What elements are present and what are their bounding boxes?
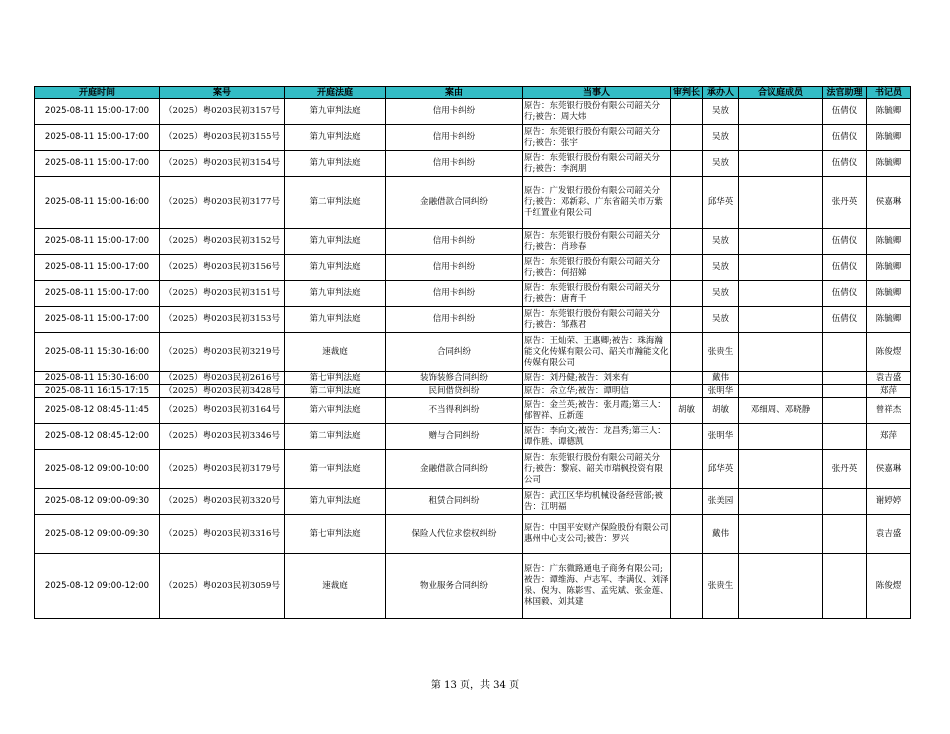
cell-case-number: （2025）粤0203民初3154号 [160,151,285,177]
cell-parties: 原告：东莞银行股份有限公司韶关分行;被告：周大炜 [523,99,671,125]
cell-clerk: 陈毓卿 [867,151,911,177]
cell-courtroom: 第九审判法庭 [285,255,386,281]
cell-chief-judge [671,281,703,307]
cell-clerk: 谢婷婷 [867,489,911,515]
cell-case-number: （2025）粤0203民初3153号 [160,307,285,333]
cell-cause: 租赁合同纠纷 [386,489,523,515]
cell-parties: 原告：佘立华;被告：谭明信 [523,385,671,398]
cell-chief-judge [671,515,703,554]
cell-chief-judge [671,307,703,333]
cell-cause: 金融借款合同纠纷 [386,177,523,229]
cell-clerk: 陈毓卿 [867,255,911,281]
cell-case-number: （2025）粤0203民初3157号 [160,99,285,125]
cell-parties: 原告：东莞银行股份有限公司韶关分行;被告：李润朋 [523,151,671,177]
cell-parties: 原告：东莞银行股份有限公司韶关分行;被告：张宇 [523,125,671,151]
cell-hearing-time: 2025-08-11 15:00-16:00 [35,177,160,229]
cell-panel-members [739,125,823,151]
cell-clerk: 陈毓卿 [867,229,911,255]
cell-courtroom: 第九审判法庭 [285,489,386,515]
cell-chief-judge [671,424,703,450]
cell-parties: 原告：中国平安财产保险股份有限公司惠州中心支公司;被告：罗兴 [523,515,671,554]
cell-cause: 装饰装修合同纠纷 [386,372,523,385]
cell-parties: 原告：广发银行股份有限公司韶关分行;被告：邓新彩、广东省韶关市万紫千红置业有限公司 [523,177,671,229]
cell-chief-judge [671,489,703,515]
cell-courtroom: 第六审判法庭 [285,398,386,424]
table-row [35,99,911,125]
cell-cause: 金融借款合同纠纷 [386,450,523,489]
cell-hearing-time: 2025-08-11 15:00-17:00 [35,151,160,177]
table-row [35,177,911,229]
cell-panel-members [739,229,823,255]
cell-judge-assistant: 张丹英 [823,450,867,489]
cell-hearing-time: 2025-08-12 09:00-09:30 [35,489,160,515]
cell-hearing-time: 2025-08-11 16:15-17:15 [35,385,160,398]
cell-case-number: （2025）粤0203民初3152号 [160,229,285,255]
cell-parties: 原告：武江区华均机械设备经营部;被告：江明福 [523,489,671,515]
cell-panel-members: 邓细周、邓晓静 [739,398,823,424]
cell-parties: 原告：东莞银行股份有限公司韶关分行;被告：何招娣 [523,255,671,281]
cell-courtroom: 第九审判法庭 [285,151,386,177]
cell-panel-members [739,281,823,307]
cell-clerk: 郑萍 [867,385,911,398]
cell-judge-assistant [823,515,867,554]
cell-judge-assistant: 伍倩仪 [823,151,867,177]
cell-panel-members [739,99,823,125]
table-row [35,333,911,372]
cell-case-number: （2025）粤0203民初3316号 [160,515,285,554]
cell-cause: 信用卡纠纷 [386,125,523,151]
table-row [35,450,911,489]
cell-courtroom: 第九审判法庭 [285,99,386,125]
cell-judge-assistant [823,489,867,515]
cell-hearing-time: 2025-08-11 15:00-17:00 [35,99,160,125]
cell-case-number: （2025）粤0203民初3320号 [160,489,285,515]
table-row [35,229,911,255]
table-row [35,554,911,619]
cell-panel-members [739,489,823,515]
cell-case-number: （2025）粤0203民初3177号 [160,177,285,229]
cell-hearing-time: 2025-08-12 08:45-12:00 [35,424,160,450]
cell-courtroom: 第七审判法庭 [285,372,386,385]
cell-courtroom: 第九审判法庭 [285,125,386,151]
cell-courtroom: 第二审判法庭 [285,424,386,450]
cell-panel-members [739,554,823,619]
cell-judge-assistant [823,372,867,385]
cell-handler: 吴放 [703,255,739,281]
cell-clerk: 陈俊熤 [867,554,911,619]
cell-cause: 不当得利纠纷 [386,398,523,424]
cell-hearing-time: 2025-08-11 15:00-17:00 [35,125,160,151]
cell-case-number: （2025）粤0203民初3155号 [160,125,285,151]
cell-clerk: 陈俊熤 [867,333,911,372]
header-parties: 当事人 [523,87,671,99]
table-row [35,424,911,450]
cell-handler: 吴放 [703,229,739,255]
cell-panel-members [739,333,823,372]
cell-clerk: 郑萍 [867,424,911,450]
table-row [35,307,911,333]
cell-hearing-time: 2025-08-12 08:45-11:45 [35,398,160,424]
cell-clerk: 袁吉盛 [867,372,911,385]
cell-panel-members [739,450,823,489]
cell-chief-judge [671,372,703,385]
cell-clerk: 侯嘉琳 [867,450,911,489]
cell-panel-members [739,307,823,333]
cell-chief-judge [671,229,703,255]
cell-handler: 戴伟 [703,372,739,385]
cell-clerk: 袁吉盛 [867,515,911,554]
cell-cause: 信用卡纠纷 [386,151,523,177]
cell-courtroom: 第七审判法庭 [285,515,386,554]
cell-handler: 戴伟 [703,515,739,554]
cell-hearing-time: 2025-08-11 15:00-17:00 [35,281,160,307]
cell-handler: 张明华 [703,424,739,450]
cell-clerk: 曾祥杰 [867,398,911,424]
cell-judge-assistant: 伍倩仪 [823,229,867,255]
cell-case-number: （2025）粤0203民初3179号 [160,450,285,489]
cell-case-number: （2025）粤0203民初3346号 [160,424,285,450]
cell-cause: 民间借贷纠纷 [386,385,523,398]
cell-courtroom: 速裁庭 [285,554,386,619]
cell-parties: 原告：刘丹健;被告：刘来有 [523,372,671,385]
cell-parties: 原告：东莞银行股份有限公司韶关分行;被告：肖珍春 [523,229,671,255]
cell-judge-assistant: 伍倩仪 [823,99,867,125]
cell-clerk: 陈毓卿 [867,125,911,151]
cell-courtroom: 速裁庭 [285,333,386,372]
cell-handler: 邱华英 [703,177,739,229]
cell-handler: 吴放 [703,281,739,307]
cell-handler: 张明华 [703,385,739,398]
cell-judge-assistant [823,554,867,619]
cell-judge-assistant [823,333,867,372]
cell-panel-members [739,255,823,281]
cell-chief-judge [671,385,703,398]
cell-case-number: （2025）粤0203民初2616号 [160,372,285,385]
table-row [35,398,911,424]
cell-courtroom: 第一审判法庭 [285,450,386,489]
cell-handler: 吴放 [703,151,739,177]
cell-parties: 原告：东莞银行股份有限公司韶关分行;被告：邹燕君 [523,307,671,333]
table-row [35,515,911,554]
header-panel-members: 合议庭成员 [739,87,823,99]
cell-cause: 信用卡纠纷 [386,99,523,125]
cell-case-number: （2025）粤0203民初3219号 [160,333,285,372]
cell-judge-assistant: 伍倩仪 [823,125,867,151]
cell-case-number: （2025）粤0203民初3164号 [160,398,285,424]
cell-hearing-time: 2025-08-11 15:30-16:00 [35,372,160,385]
cell-chief-judge [671,151,703,177]
cell-hearing-time: 2025-08-12 09:00-09:30 [35,515,160,554]
cell-chief-judge [671,554,703,619]
cell-judge-assistant: 伍倩仪 [823,307,867,333]
cell-cause: 合同纠纷 [386,333,523,372]
header-judge-assistant: 法官助理 [823,87,867,99]
cell-parties: 原告：广东微路通电子商务有限公司;被告：谭维海、卢志军、李满仪、刘泽泉、倪为、陈影雪、孟宪斌、张金莲、林国毅、刘其建 [523,554,671,619]
cell-hearing-time: 2025-08-11 15:00-17:00 [35,229,160,255]
cell-chief-judge: 胡敏 [671,398,703,424]
header-chief-judge: 审判长 [671,87,703,99]
cell-cause: 信用卡纠纷 [386,255,523,281]
cell-panel-members [739,177,823,229]
cell-panel-members [739,385,823,398]
header-clerk: 书记员 [867,87,911,99]
cell-panel-members [739,424,823,450]
table-header-row [35,87,911,99]
cell-courtroom: 第二审判法庭 [285,177,386,229]
cell-chief-judge [671,177,703,229]
table-row [35,151,911,177]
cell-hearing-time: 2025-08-11 15:00-17:00 [35,255,160,281]
cell-cause: 赠与合同纠纷 [386,424,523,450]
cell-hearing-time: 2025-08-11 15:00-17:00 [35,307,160,333]
table-row [35,372,911,385]
cell-case-number: （2025）粤0203民初3428号 [160,385,285,398]
cell-courtroom: 第九审判法庭 [285,229,386,255]
cell-panel-members [739,515,823,554]
cell-judge-assistant: 张丹英 [823,177,867,229]
cell-judge-assistant [823,385,867,398]
cell-chief-judge [671,333,703,372]
header-courtroom: 开庭法庭 [285,87,386,99]
cell-courtroom: 第九审判法庭 [285,281,386,307]
page-footer: 第 13 页，共 34 页 [430,680,520,691]
cell-cause: 物业服务合同纠纷 [386,554,523,619]
header-cause: 案由 [386,87,523,99]
cell-parties: 原告：金兰英;被告：张月霞;第三人：郁智祥、丘新莲 [523,398,671,424]
cell-chief-judge [671,125,703,151]
cell-handler: 吴放 [703,99,739,125]
cell-chief-judge [671,99,703,125]
cell-clerk: 陈毓卿 [867,281,911,307]
cell-case-number: （2025）粤0203民初3151号 [160,281,285,307]
cell-clerk: 侯嘉琳 [867,177,911,229]
cell-handler: 邱华英 [703,450,739,489]
cell-handler: 张美园 [703,489,739,515]
table-row [35,281,911,307]
cell-chief-judge [671,255,703,281]
header-handler: 承办人 [703,87,739,99]
cell-parties: 原告：王灿荣、王惠卿;被告：珠海瀚能文化传媒有限公司、韶关市瀚能文化传媒有限公司 [523,333,671,372]
cell-case-number: （2025）粤0203民初3059号 [160,554,285,619]
header-hearing-time: 开庭时间 [35,87,160,99]
cell-courtroom: 第九审判法庭 [285,307,386,333]
cell-courtroom: 第二审判法庭 [285,385,386,398]
cell-hearing-time: 2025-08-12 09:00-10:00 [35,450,160,489]
cell-cause: 信用卡纠纷 [386,307,523,333]
cell-judge-assistant: 伍倩仪 [823,255,867,281]
table-row [35,489,911,515]
cell-judge-assistant: 伍倩仪 [823,281,867,307]
cell-parties: 原告：李向文;被告：龙昌秀;第三人：谭作胜、谭德凯 [523,424,671,450]
cell-panel-members [739,372,823,385]
cell-hearing-time: 2025-08-11 15:30-16:00 [35,333,160,372]
cell-hearing-time: 2025-08-12 09:00-12:00 [35,554,160,619]
cell-cause: 信用卡纠纷 [386,281,523,307]
cell-handler: 吴放 [703,125,739,151]
cell-cause: 保险人代位求偿权纠纷 [386,515,523,554]
cell-cause: 信用卡纠纷 [386,229,523,255]
cell-case-number: （2025）粤0203民初3156号 [160,255,285,281]
table-row [35,255,911,281]
cell-handler: 吴放 [703,307,739,333]
table-row [35,385,911,398]
cell-clerk: 陈毓卿 [867,99,911,125]
hearing-schedule-table [34,86,911,619]
cell-parties: 原告：东莞银行股份有限公司韶关分行;被告：黎宸、韶关市瑞枫投资有限公司 [523,450,671,489]
cell-chief-judge [671,450,703,489]
cell-clerk: 陈毓卿 [867,307,911,333]
table-row [35,125,911,151]
cell-judge-assistant [823,398,867,424]
cell-handler: 胡敏 [703,398,739,424]
cell-handler: 张贵生 [703,333,739,372]
cell-judge-assistant [823,424,867,450]
cell-panel-members [739,151,823,177]
cell-parties: 原告：东莞银行股份有限公司韶关分行;被告：唐育千 [523,281,671,307]
cell-handler: 张贵生 [703,554,739,619]
header-case-number: 案号 [160,87,285,99]
